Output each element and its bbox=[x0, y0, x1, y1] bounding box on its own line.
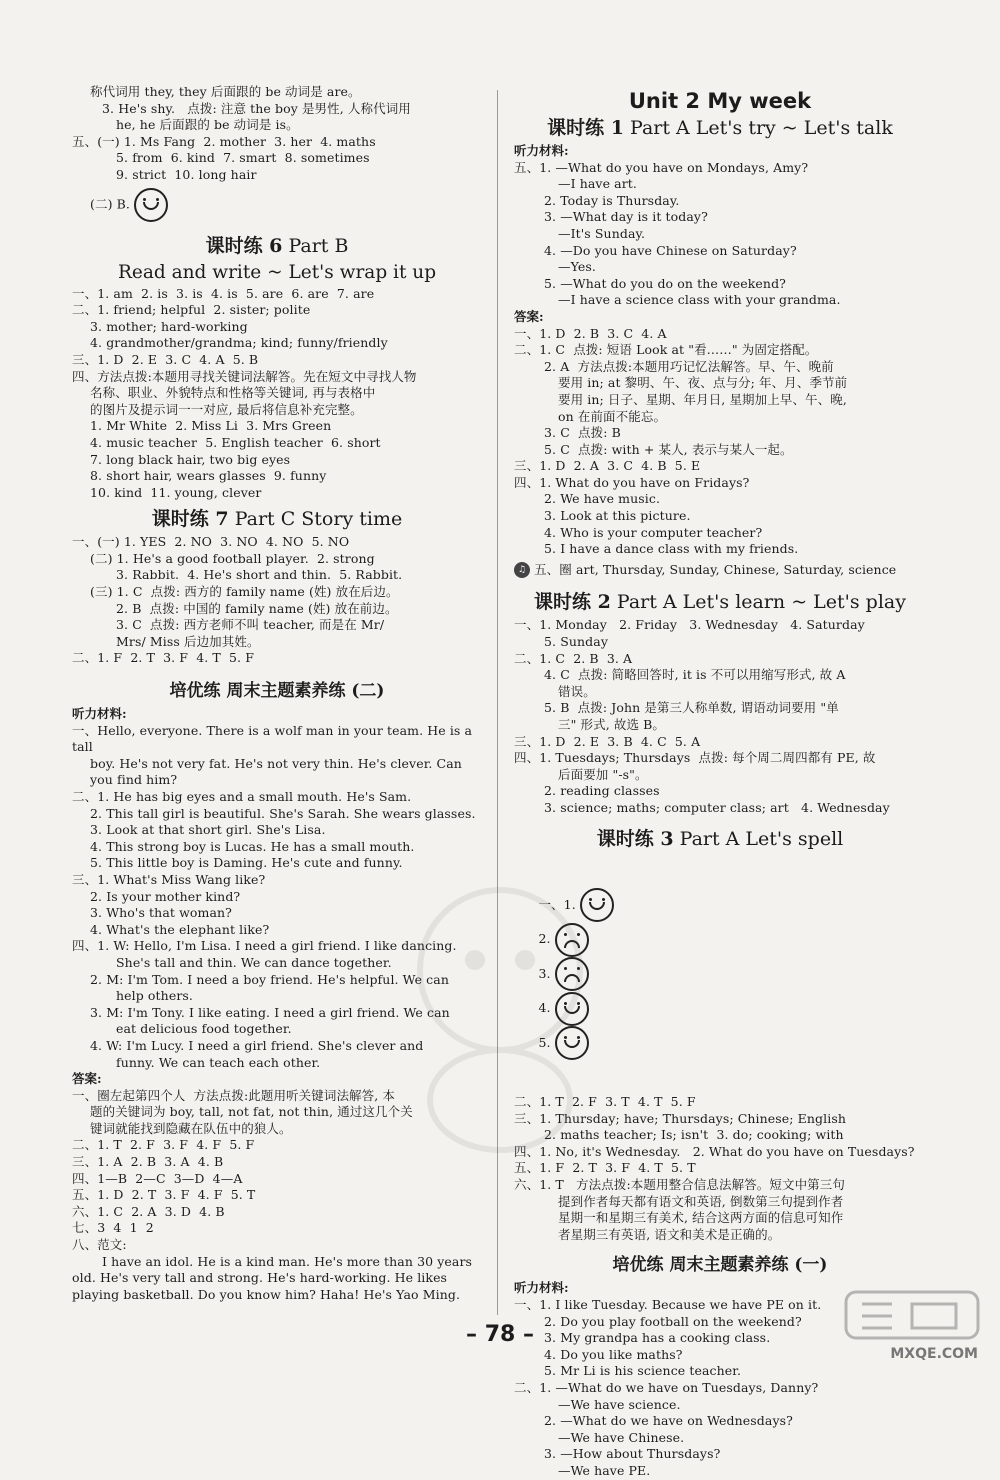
text-line: 2. We have music. bbox=[544, 491, 661, 507]
text-line: 2. Is your mother kind? bbox=[90, 888, 241, 904]
text-line: 5. Sunday bbox=[544, 634, 608, 650]
text-line: 五、1. —What do you have on Mondays, Amy? bbox=[514, 159, 809, 175]
right-column bbox=[514, 84, 926, 1480]
text-line: 4. What's the elephant like? bbox=[90, 921, 270, 937]
section-title bbox=[514, 827, 926, 852]
text-line: 二、1. T 2. F 3. T 4. T 5. F bbox=[514, 1094, 696, 1110]
text-line: 二、1. T 2. F 3. F 4. F 5. F bbox=[72, 1137, 255, 1153]
weekend-title: 培优练 周末主题素养练 (一) bbox=[612, 1255, 828, 1276]
face-label: 一、1. bbox=[538, 896, 576, 912]
text-line: 3. mother; hard-working bbox=[90, 318, 248, 334]
text-line: 7. long black hair, two big eyes bbox=[90, 451, 291, 467]
text-line: 二、1. C 2. B 3. A bbox=[514, 650, 633, 666]
part2-label: (二) B. bbox=[90, 196, 130, 212]
text-line: 3. —What day is it today? bbox=[544, 209, 708, 225]
text-line: 五、(一) 1. Ms Fang 2. mother 3. her 4. maths bbox=[72, 133, 376, 149]
lesson-number: 课时练 2 bbox=[534, 591, 611, 614]
lesson-number: 课时练 3 bbox=[596, 827, 674, 850]
watermark-text: MXQE.COM bbox=[890, 1346, 978, 1362]
text-line: 4. music teacher 5. English teacher 6. short bbox=[90, 434, 381, 450]
text-line: 二、1. C 点拨: 短语 Look at "看……" 为固定搭配。 bbox=[514, 342, 818, 358]
text-line: 3. Rabbit. 4. He's short and thin. 5. Rabbit. bbox=[116, 567, 403, 583]
text-line: (二) 1. He's a good football player. 2. strong bbox=[90, 550, 375, 566]
text-line: 3. Look at this picture. bbox=[544, 508, 691, 524]
text-line: —We have PE. bbox=[558, 1462, 651, 1478]
text-line: 的图片及提示词一一对应, 最后将信息补充完整。 bbox=[90, 401, 363, 417]
text-line: 四、方法点拨:本题用寻找关键词法解答。先在短文中寻找人物 bbox=[72, 368, 417, 384]
text-line: you find him? bbox=[90, 772, 178, 788]
lesson-part: Part A Let's spell bbox=[679, 827, 844, 850]
text-line: 2. M: I'm Tom. I need a boy friend. He's helpful. We can bbox=[90, 971, 449, 987]
text-line: 六、1. T 方法点拨:本题用整合信息法解答。短文中第三句 bbox=[514, 1177, 845, 1193]
background-mascot-watermark bbox=[380, 860, 620, 1160]
text-line: 5. I have a dance class with my friends. bbox=[544, 541, 799, 557]
text-line: 四、1. What do you have on Fridays? bbox=[514, 474, 750, 490]
text-line: 2. This tall girl is beautiful. She's Sarah. She wears glasses. bbox=[90, 805, 476, 821]
text-line: 四、1. No, it's Wednesday. 2. What do you have on Tuesdays? bbox=[514, 1143, 915, 1159]
text-line: 2. B 点拨: 中国的 family name (姓) 放在前边。 bbox=[116, 600, 398, 616]
text-line: 3. He's shy. 点拨: 注意 the boy 是男性, 人称代词用 bbox=[102, 100, 411, 116]
lesson-part: Part A Let's learn ~ Let's play bbox=[616, 591, 906, 614]
text-line: 三、1. Thursday; have; Thursdays; Chinese; English bbox=[514, 1110, 847, 1126]
text-line: 七、3 4 1 2 bbox=[72, 1220, 154, 1236]
text-line: —We have science. bbox=[558, 1396, 681, 1412]
unit-title: Unit 2 My week bbox=[628, 89, 812, 113]
section-title bbox=[72, 507, 482, 532]
text-line: I have an idol. He is a kind man. He's more than 30 years bbox=[102, 1253, 473, 1269]
text-line bbox=[514, 562, 926, 579]
lesson-number: 课时练 1 bbox=[547, 117, 624, 139]
text-line: 二、1. F 2. T 3. F 4. T 5. F bbox=[72, 650, 254, 666]
text-line: 2. A 方法点拨:本题用巧记忆法解答。早、午、晚前 bbox=[544, 358, 834, 374]
text-line: 2. maths teacher; Is; isn't 3. do; cooking; with bbox=[544, 1127, 844, 1143]
weekend-title: 培优练 周末主题素养练 (二) bbox=[169, 681, 385, 702]
text-line: —We have Chinese. bbox=[558, 1429, 685, 1445]
face-label: 3. bbox=[538, 965, 551, 981]
text-line: 3. Look at that short girl. She's Lisa. bbox=[90, 822, 326, 838]
text-line: Mrs/ Miss 后边加其姓。 bbox=[116, 633, 260, 649]
text-line bbox=[72, 188, 482, 222]
text-line: 5. —What do you do on the weekend? bbox=[544, 275, 786, 291]
text-line: 2. Today is Thursday. bbox=[544, 192, 680, 208]
text-line: 2. Do you play football on the weekend? bbox=[544, 1313, 802, 1329]
text-line: 提到作者每天都有语文和英语, 倒数第三句提到作者 bbox=[558, 1193, 844, 1209]
text-line: boy. He's not very fat. He's not very thin. He's clever. Can bbox=[90, 755, 462, 771]
text-line: 3. My grandpa has a cooking class. bbox=[544, 1330, 771, 1346]
text-line: old. He's very tall and strong. He's hard-working. He likes bbox=[72, 1270, 448, 1286]
text-line: 一、(一) 1. YES 2. NO 3. NO 4. NO 5. NO bbox=[72, 534, 350, 550]
text-line: 3. —How about Thursdays? bbox=[544, 1446, 721, 1462]
text-line: 8. short hair, wears glasses 9. funny bbox=[90, 468, 327, 484]
text-line: (三) 1. C 点拨: 西方的 family name (姓) 放在后边。 bbox=[90, 584, 399, 600]
text-line: 三、1. D 2. E 3. B 4. C 5. A bbox=[514, 733, 701, 749]
text-line: 者星期三有英语, 语文和美术是正确的。 bbox=[558, 1226, 781, 1242]
text-line: 4. grandmother/grandma; kind; funny/friendly bbox=[90, 335, 388, 351]
lesson-part: Part A Let's try ~ Let's talk bbox=[630, 117, 893, 139]
text-line: 键词就能找到隐藏在队伍中的狼人。 bbox=[90, 1120, 292, 1136]
smiley-face-icon bbox=[134, 188, 168, 222]
text-line: 5. from 6. kind 7. smart 8. sometimes bbox=[116, 150, 370, 166]
text-line: 三、1. A 2. B 3. A 4. B bbox=[72, 1154, 224, 1170]
section-title bbox=[514, 590, 926, 615]
lesson-part: Part C Story time bbox=[234, 508, 403, 531]
text-line: 5. C 点拨: with + 某人, 表示与某人一起。 bbox=[544, 441, 793, 457]
text-line: 四、1. Tuesdays; Thursdays 点拨: 每个周二周四都有 PE, 故 bbox=[514, 750, 876, 766]
circle-answer: 五、圈 art, Thursday, Sunday, Chinese, Saturday, science bbox=[534, 561, 897, 577]
text-line: 4. Do you like maths? bbox=[544, 1346, 683, 1362]
face-label: 4. bbox=[538, 1000, 551, 1016]
text-line: 一、1. am 2. is 3. is 4. is 5. are 6. are 7. are bbox=[72, 285, 375, 301]
text-line: 一、1. I like Tuesday. Because we have PE on it. bbox=[514, 1297, 822, 1312]
text-line: on 在前面不能忘。 bbox=[558, 408, 667, 424]
text-line: 名称、职业、外貌特点和性格等关键词, 再与表格中 bbox=[90, 385, 376, 401]
text-line: 三、1. D 2. A 3. C 4. B 5. E bbox=[514, 458, 701, 474]
text-line: 4. Who is your computer teacher? bbox=[544, 524, 763, 540]
section-subtitle: Read and write ~ Let's wrap it up bbox=[117, 261, 437, 283]
text-line: 二、1. He has big eyes and a small mouth. He's Sam. bbox=[72, 789, 412, 804]
text-line: 错误。 bbox=[558, 683, 596, 699]
text-line: 题的关键词为 boy, tall, not fat, not thin, 通过这几个关 bbox=[90, 1104, 413, 1120]
lesson-part: Part B bbox=[288, 234, 349, 257]
text-line: 10. kind 11. young, clever bbox=[90, 484, 262, 500]
text-line: 一、1. Monday 2. Friday 3. Wednesday 4. Saturday bbox=[514, 617, 865, 633]
text-line: 三、1. What's Miss Wang like? bbox=[72, 871, 266, 887]
text-line: 二、1. friend; helpful 2. sister; polite bbox=[72, 302, 311, 318]
section-title bbox=[514, 1253, 926, 1278]
text-line: 3. M: I'm Tony. I like eating. I need a girl friend. We can bbox=[90, 1004, 450, 1020]
face-label: 2. bbox=[538, 931, 551, 947]
text-line: 4. —Do you have Chinese on Saturday? bbox=[544, 242, 797, 258]
listening-label: 听力材料: bbox=[514, 1280, 569, 1296]
text-line: —It's Sunday. bbox=[558, 225, 646, 241]
listening-label: 听力材料: bbox=[72, 706, 127, 722]
text-line: She's tall and thin. We can dance together. bbox=[116, 954, 392, 970]
text-line: 3. C 点拨: B bbox=[544, 425, 621, 441]
text-line: —Yes. bbox=[558, 259, 596, 275]
text-line: 称代词用 they, they 后面跟的 be 动词是 are。 bbox=[90, 84, 361, 99]
text-line: 四、1. W: Hello, I'm Lisa. I need a girl friend. I like dancing. bbox=[72, 938, 457, 954]
face-label: 5. bbox=[538, 1034, 551, 1050]
text-line: 一、圈左起第四个人 方法点拨:此题用听关键词法解答, 本 bbox=[72, 1087, 396, 1103]
text-line: 八、范文: bbox=[72, 1237, 127, 1253]
text-line: 2. reading classes bbox=[544, 783, 660, 799]
answers-label: 答案: bbox=[514, 308, 544, 324]
text-line: 三" 形式, 故选 B。 bbox=[558, 717, 666, 732]
text-line: 一、1. D 2. B 3. C 4. A bbox=[514, 325, 667, 341]
text-line: 后面要加 "-s"。 bbox=[558, 766, 648, 782]
text-line: 5. B 点拨: John 是第三人称单数, 谓语动词要用 "单 bbox=[544, 700, 839, 716]
section-title bbox=[72, 234, 482, 259]
text-line: 一、Hello, everyone. There is a wolf man in your team. He is a tall bbox=[72, 722, 477, 755]
section-title bbox=[72, 679, 482, 704]
text-line: 五、1. D 2. T 3. F 4. F 5. T bbox=[72, 1187, 256, 1203]
text-line: 5. This little boy is Daming. He's cute and funny. bbox=[90, 855, 403, 871]
section-title bbox=[514, 116, 926, 141]
lesson-number: 课时练 7 bbox=[151, 508, 229, 531]
text-line: 要用 in; 日子、星期、年月日, 星期加上早、午、晚, bbox=[558, 391, 847, 407]
text-line: 3. Who's that woman? bbox=[90, 905, 232, 921]
text-line: 4. C 点拨: 简略回答时, it is 不可以用缩写形式, 故 A bbox=[544, 667, 846, 683]
text-line: 四、1—B 2—C 3—D 4—A bbox=[72, 1170, 243, 1186]
text-line: 五、1. F 2. T 3. F 4. T 5. T bbox=[514, 1160, 696, 1176]
text-line: 2. —What do we have on Wednesdays? bbox=[544, 1413, 793, 1429]
text-line: he, he 后面跟的 be 动词是 is。 bbox=[116, 117, 299, 133]
text-line: 3. science; maths; computer class; art 4. Wednesday bbox=[544, 799, 890, 815]
page-number: – 78 – bbox=[466, 1322, 534, 1347]
text-line: 5. Mr Li is his science teacher. bbox=[544, 1363, 742, 1379]
text-line: help others. bbox=[116, 988, 193, 1004]
text-line: 9. strict 10. long hair bbox=[116, 166, 257, 182]
listening-label: 听力材料: bbox=[514, 143, 569, 158]
text-line: 星期一和星期三有美术, 结合这两方面的信息可知作 bbox=[558, 1210, 844, 1226]
answers-label: 答案: bbox=[72, 1071, 102, 1087]
text-line: playing basketball. Do you know him? Haha! He's Yao Ming. bbox=[72, 1286, 461, 1302]
text-line: eat delicious food together. bbox=[116, 1021, 292, 1037]
text-line: 3. C 点拨: 西方老师不叫 teacher, 而是在 Mr/ bbox=[116, 617, 385, 633]
text-line: 4. W: I'm Lucy. I need a girl friend. She's clever and bbox=[90, 1037, 424, 1053]
text-line: 要用 in; at 黎明、午、夜、点与分; 年、月、季节前 bbox=[558, 375, 848, 391]
text-line: 4. This strong boy is Lucas. He has a small mouth. bbox=[90, 838, 415, 854]
text-line: 二、1. —What do we have on Tuesdays, Danny? bbox=[514, 1379, 819, 1395]
text-line: 三、1. D 2. E 3. C 4. A 5. B bbox=[72, 351, 259, 367]
text-line: —I have art. bbox=[558, 176, 637, 192]
text-line: 六、1. C 2. A 3. D 4. B bbox=[72, 1203, 225, 1219]
text-line: —I have a science class with your grandma. bbox=[558, 292, 841, 308]
lesson-number: 课时练 6 bbox=[205, 234, 283, 257]
text-line: funny. We can teach each other. bbox=[116, 1054, 321, 1070]
text-line: 1. Mr White 2. Miss Li 3. Mrs Green bbox=[90, 418, 332, 434]
listen-icon: ♫ bbox=[514, 562, 530, 578]
